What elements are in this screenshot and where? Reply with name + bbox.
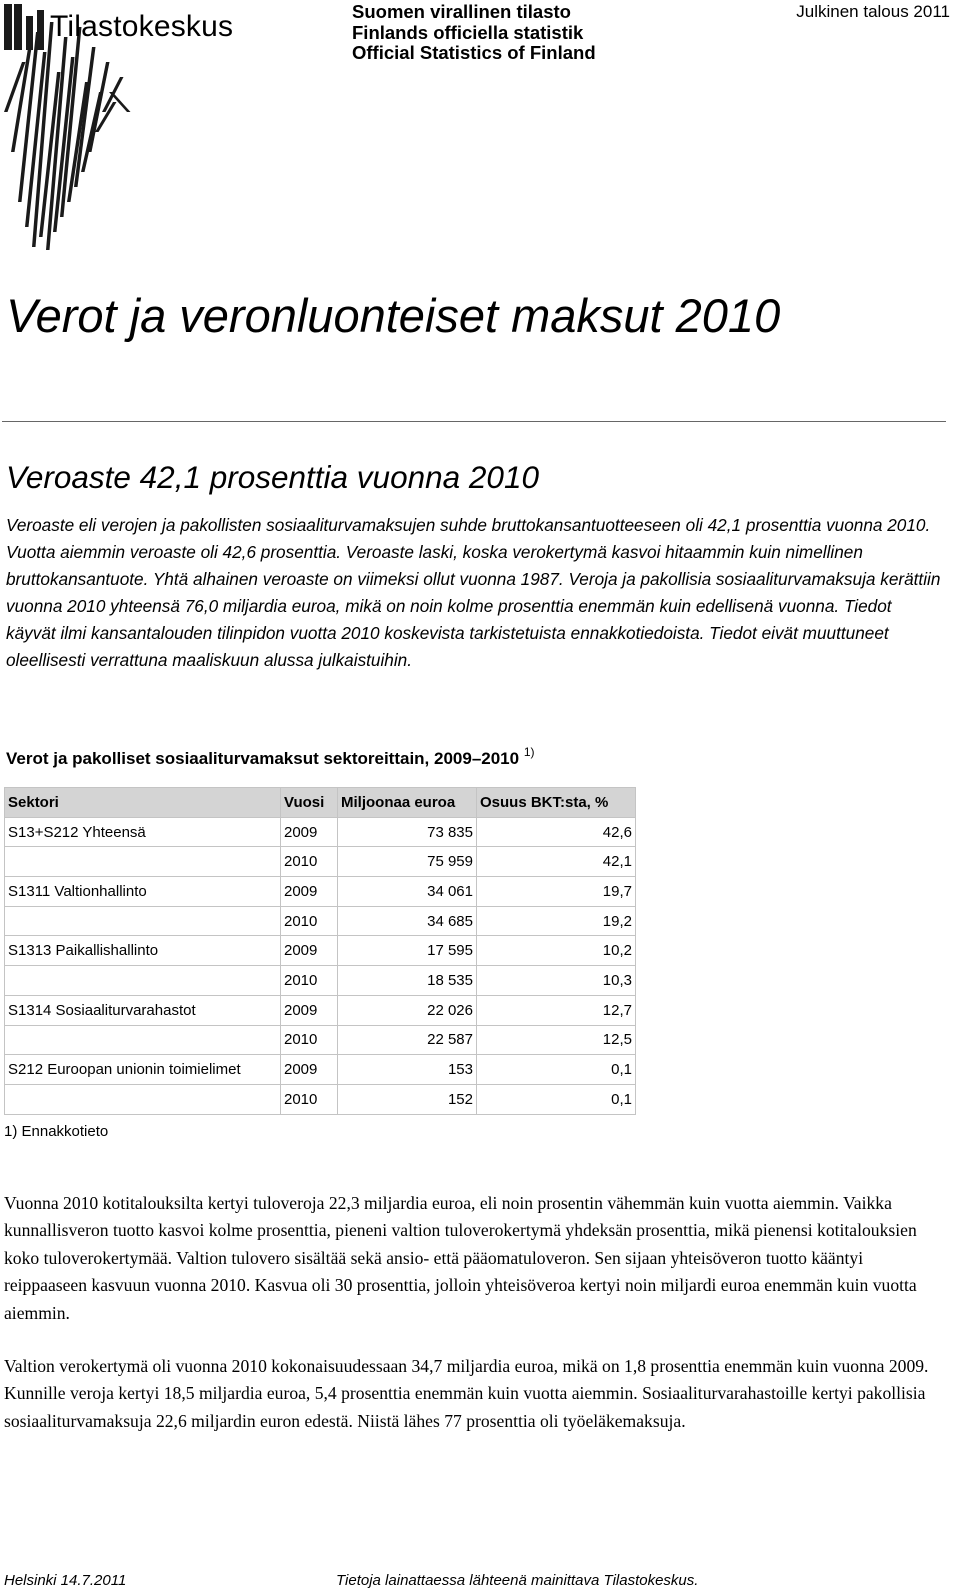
tax-sector-table xyxy=(4,787,636,1115)
table-row xyxy=(5,847,636,877)
table-row xyxy=(5,1025,636,1055)
cell-sector: S13+S212 Yhteensä xyxy=(5,817,281,847)
table-title-text: Verot ja pakolliset sosiaaliturvamaksut sektoreittain, 2009–2010 xyxy=(6,749,520,768)
cell-gdp-share: 19,7 xyxy=(477,877,636,907)
table-row xyxy=(5,817,636,847)
table-row xyxy=(5,995,636,1025)
cell-year: 2009 xyxy=(281,936,338,966)
cell-million-euro: 22 587 xyxy=(338,1025,477,1055)
official-line-sv: Finlands officiella statistik xyxy=(352,21,584,43)
cell-million-euro: 22 026 xyxy=(338,995,477,1025)
cell-gdp-share: 10,3 xyxy=(477,966,636,996)
official-line-en: Official Statistics of Finland xyxy=(352,42,596,63)
cell-sector xyxy=(5,1025,281,1055)
cell-sector: S212 Euroopan unionin toimielimet xyxy=(5,1055,281,1085)
cell-million-euro: 153 xyxy=(338,1055,477,1085)
cell-sector xyxy=(5,906,281,936)
header-gdp-share: Osuus BKT:sta, % xyxy=(477,788,636,818)
cell-year: 2009 xyxy=(281,995,338,1025)
cell-million-euro: 34 061 xyxy=(338,877,477,907)
cell-gdp-share: 0,1 xyxy=(477,1055,636,1085)
cell-year: 2010 xyxy=(281,847,338,877)
cell-million-euro: 34 685 xyxy=(338,906,477,936)
cell-sector: S1313 Paikallishallinto xyxy=(5,936,281,966)
table-row xyxy=(5,906,636,936)
series-label: Julkinen talous 2011 xyxy=(796,2,950,21)
table-header-row xyxy=(5,788,636,818)
cell-gdp-share: 12,7 xyxy=(477,995,636,1025)
table-title-note: 1) xyxy=(523,745,535,759)
cell-gdp-share: 10,2 xyxy=(477,936,636,966)
table-row xyxy=(5,1084,636,1114)
cell-sector xyxy=(5,1084,281,1114)
cell-gdp-share: 42,6 xyxy=(477,817,636,847)
cell-gdp-share: 42,1 xyxy=(477,847,636,877)
cell-gdp-share: 12,5 xyxy=(477,1025,636,1055)
header-million-euro: Miljoonaa euroa xyxy=(338,788,477,818)
cell-million-euro: 17 595 xyxy=(338,936,477,966)
official-statistics-label xyxy=(352,2,596,64)
cell-sector: S1314 Sosiaaliturvarahastot xyxy=(5,995,281,1025)
header-year: Vuosi xyxy=(281,788,338,818)
table-title xyxy=(6,745,535,769)
lead-paragraph: Veroaste eli verojen ja pakollisten sosiaaliturvamaksujen suhde bruttokansantuotteeseen oli 42,1 prosenttia vuonna 2010. Vuotta aiemmin veroaste oli 42,6 prosenttia. Veroaste laski, koska verokertymä kasvoi hitaammin kuin nimellinen bruttokansantuote. Yhtä alhainen veroaste on viimeksi ollut vuonna 1987. Veroja ja pakollisia sosiaaliturvamaksuja kerättiin vuonna 2010 yhteensä 76,0 miljardia euroa, mikä on noin kolme prosenttia enemmän kuin edellisenä vuonna. Tiedot käyvät ilmi kansantalouden tilinpidon vuotta 2010 koskevista tarkistetuista ennakkotiedoista. Tiedot eivät muuttuneet oleellisesti verrattuna maaliskuun alussa julkaistuihin. xyxy=(6,515,941,670)
footer-citation: Tietoja lainattaessa lähteenä mainittava Tilastokeskus. xyxy=(336,1572,699,1589)
cell-sector xyxy=(5,847,281,877)
table-row xyxy=(5,877,636,907)
page-title: Verot ja veronluonteiset maksut 2010 xyxy=(6,289,781,342)
cell-year: 2010 xyxy=(281,906,338,936)
table-row xyxy=(5,1055,636,1085)
cell-sector xyxy=(5,966,281,996)
cell-year: 2010 xyxy=(281,966,338,996)
cell-million-euro: 18 535 xyxy=(338,966,477,996)
section-title: Veroaste 42,1 prosenttia vuonna 2010 xyxy=(6,459,539,495)
cell-year: 2009 xyxy=(281,1055,338,1085)
body-paragraph: Vuonna 2010 kotitalouksilta kertyi tuloveroja 22,3 miljardia euroa, eli noin prosentin vähemmän kuin vuotta aiemmin. Vaikka kunnallisveron tuotto kasvoi kolme prosenttia, pieneni valtion tuloverokertymä yhdeksän prosenttia, mikä pienensi kotitalouksien koko tuloverokertymää. Valtion tulovero sisältää sekä ansio- että pääomatuloveron. Sen sijaan yhteisöveron tuotto kääntyi reippaaseen kasvuun vuonna 2010. Kasvua oli 30 prosenttia, jolloin yhteisöveroa kertyi noin miljardi euroa enemmän kuin vuotta aiemmin. xyxy=(4,1193,917,1323)
cell-gdp-share: 0,1 xyxy=(477,1084,636,1114)
table-row xyxy=(5,936,636,966)
title-divider xyxy=(2,421,946,422)
body-paragraph: Valtion verokertymä oli vuonna 2010 kokonaisuudessaan 34,7 miljardia euroa, mikä on 1,8 prosenttia enemmän kuin vuonna 2009. Kunnille veroja kertyi 18,5 miljardia euroa, 5,4 prosenttia enemmän kuin vuotta aiemmin. Sosiaaliturvarahastoille kertyi pakollisia sosiaaliturvamaksuja 22,6 miljardin euron edestä. Niistä lähes 77 prosenttia oli työeläkemaksuja. xyxy=(4,1356,929,1431)
official-line-fi: Suomen virallinen tilasto xyxy=(352,1,571,22)
logo-wordmark: Tilastokeskus xyxy=(50,10,234,43)
cell-year: 2009 xyxy=(281,877,338,907)
cell-million-euro: 75 959 xyxy=(338,847,477,877)
header-sector: Sektori xyxy=(5,788,281,818)
table-row xyxy=(5,966,636,996)
cell-million-euro: 152 xyxy=(338,1084,477,1114)
footer-date: Helsinki 14.7.2011 xyxy=(4,1572,127,1589)
cell-million-euro: 73 835 xyxy=(338,817,477,847)
cell-sector: S1311 Valtionhallinto xyxy=(5,877,281,907)
cell-gdp-share: 19,2 xyxy=(477,906,636,936)
table-footnote: 1) Ennakkotieto xyxy=(4,1123,109,1140)
cell-year: 2010 xyxy=(281,1084,338,1114)
cell-year: 2010 xyxy=(281,1025,338,1055)
cell-year: 2009 xyxy=(281,817,338,847)
